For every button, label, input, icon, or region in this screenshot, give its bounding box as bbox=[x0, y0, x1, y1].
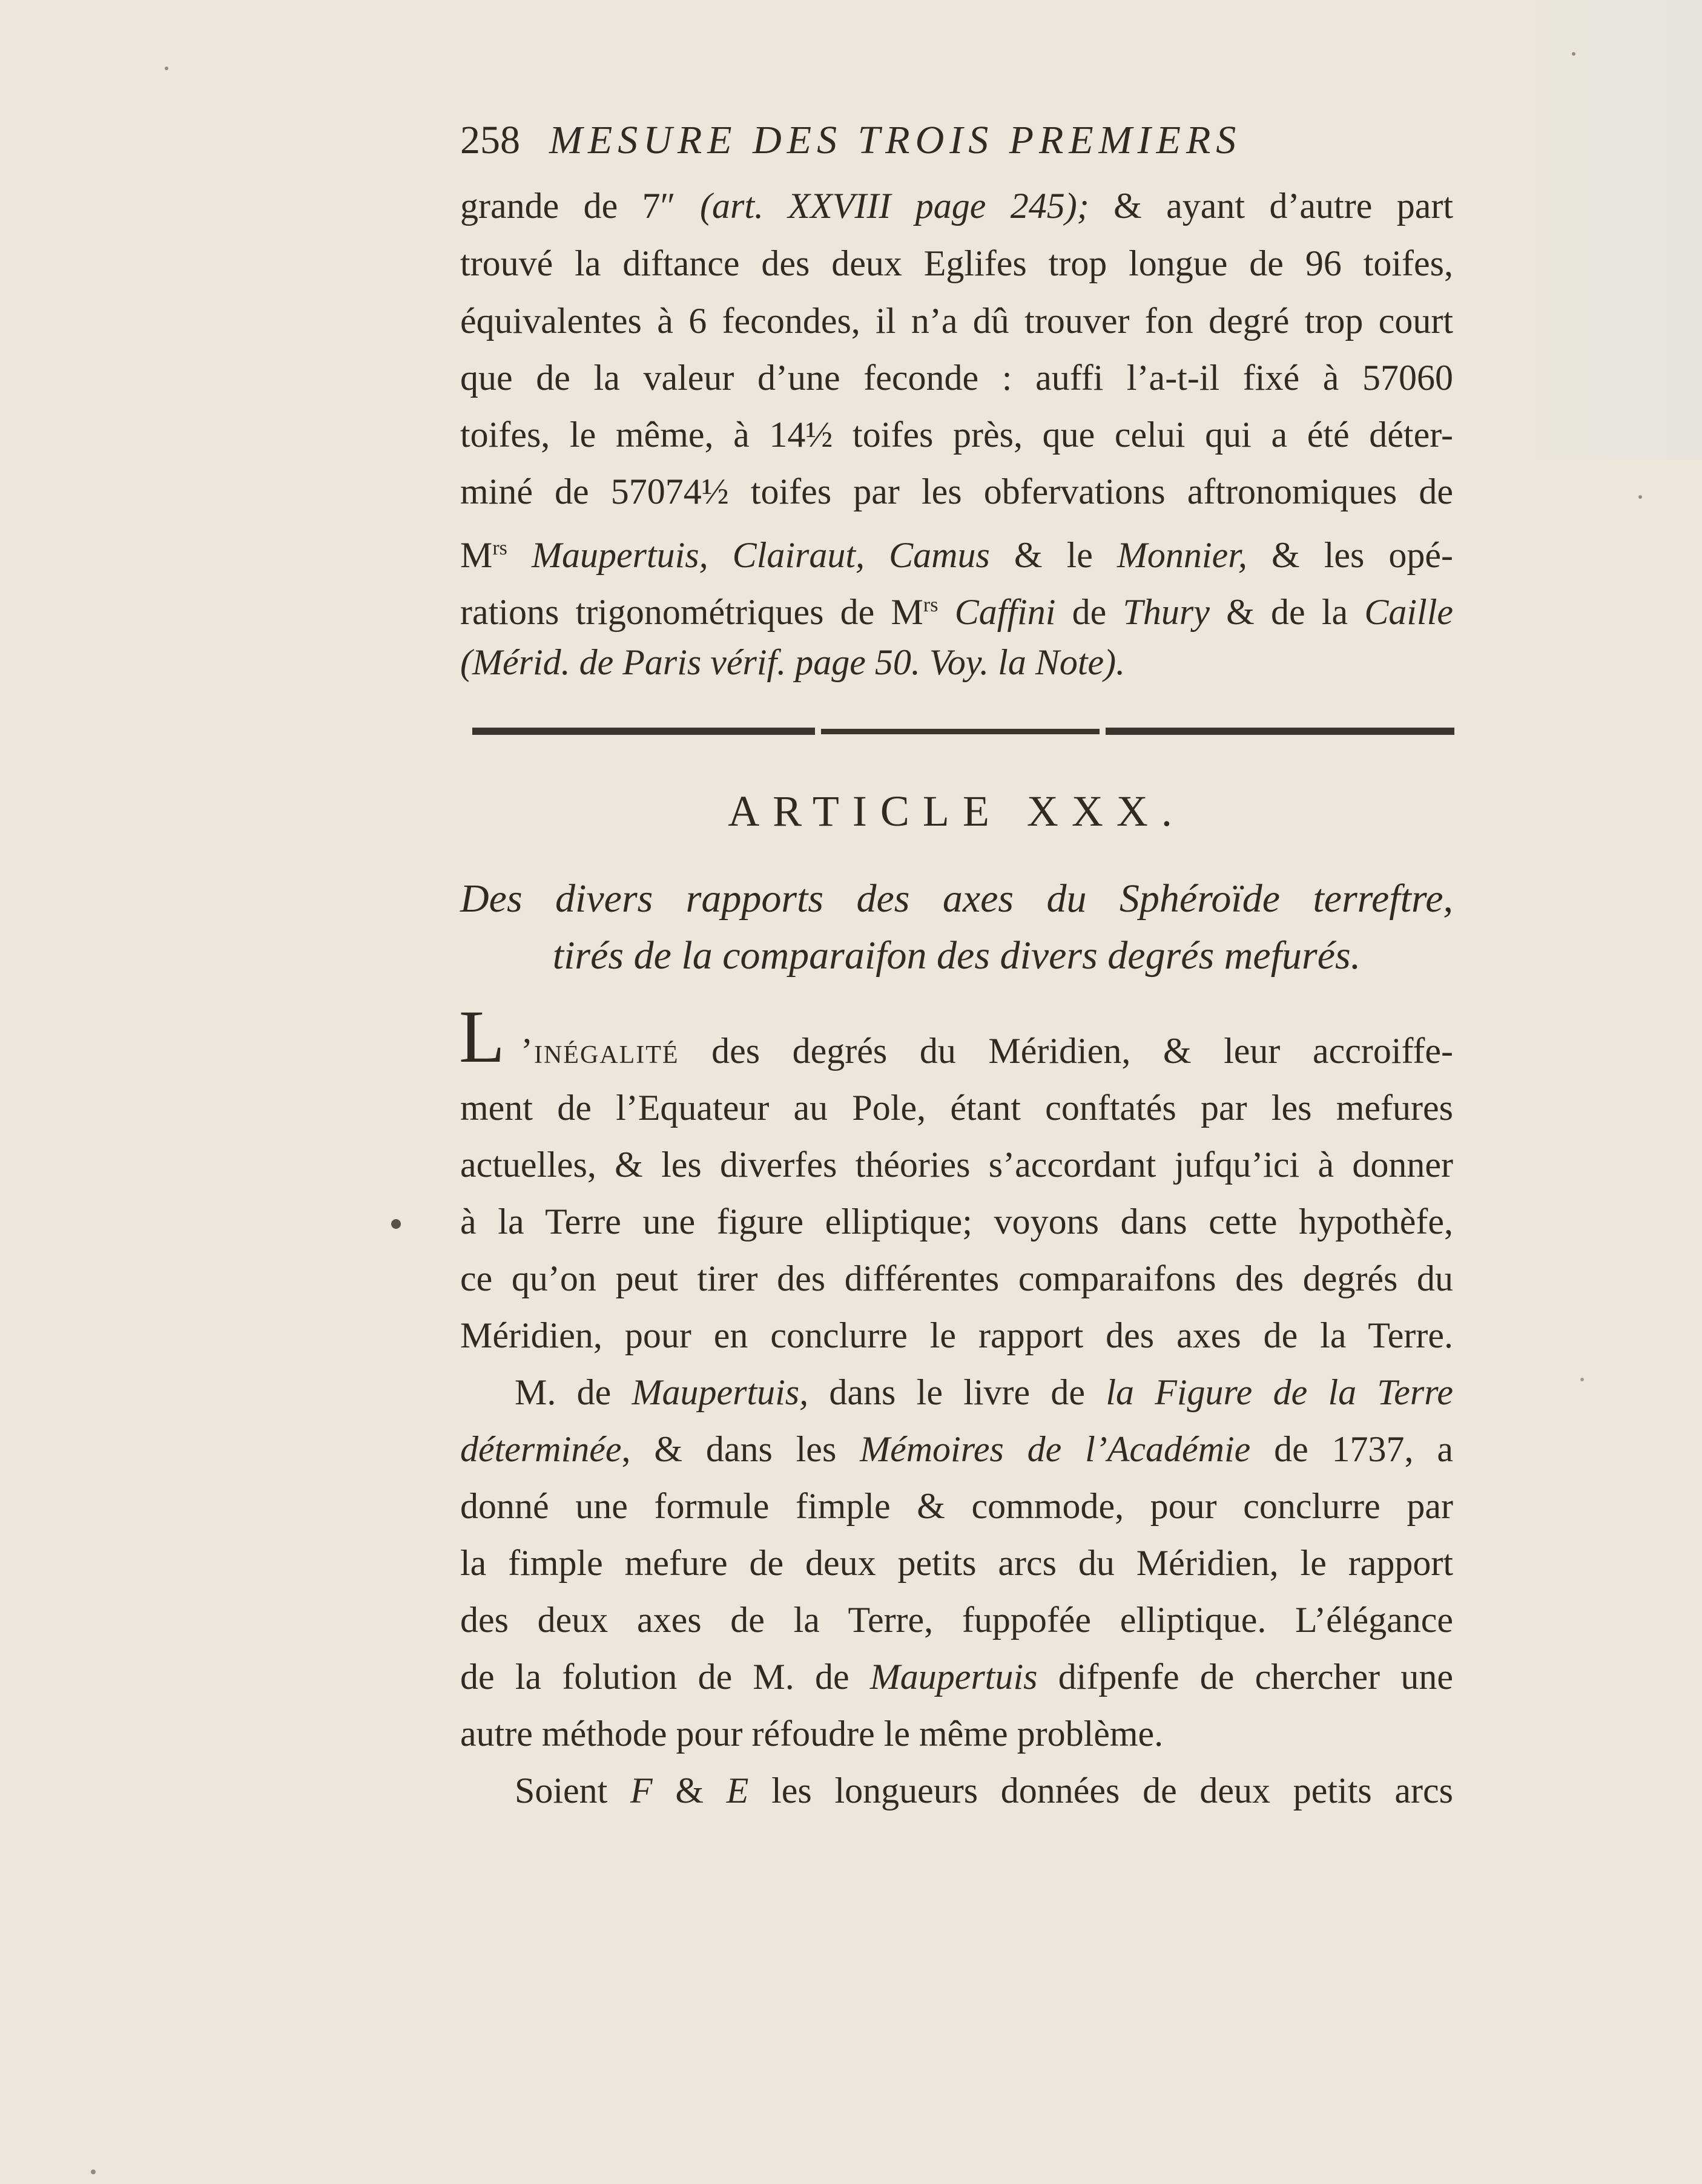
text-line: de la folution de M. de Maupertuis difpenfe de chercher une bbox=[460, 1657, 1453, 1697]
text-line: miné de 57074½ toifes par les obfervations aftronomiques de bbox=[460, 472, 1453, 511]
text-line: toifes, le même, à 14½ toifes près, que celui qui a été déter- bbox=[460, 415, 1453, 455]
article-subtitle: Des divers rapports des axes du Sphéroïde terreftre, bbox=[460, 877, 1453, 921]
text-line: équivalentes à 6 fecondes, il n’a dû trouver fon degré trop court bbox=[460, 301, 1453, 341]
article-heading: ARTICLE XXX. bbox=[728, 787, 1186, 835]
page-edge-shadow bbox=[1520, 0, 1702, 460]
paper-spot bbox=[91, 2169, 96, 2174]
text-line: la fimple mefure de deux petits arcs du Méridien, le rapport bbox=[460, 1543, 1453, 1583]
paper-spot bbox=[165, 67, 168, 70]
text-line: $M^{rs}$ Maupertuis, Clairaut, Camus & le Monnier, & les opé- bbox=[460, 535, 1453, 575]
drop-cap: L bbox=[459, 995, 505, 1078]
section-divider-rule bbox=[472, 728, 1454, 735]
text-line: (Mérid. de Paris vérif. page 50. Voy. la Note). bbox=[460, 642, 1126, 682]
text-line: déterminée, & dans les Mémoires de l’Académie de 1737, a bbox=[460, 1429, 1453, 1469]
text-line: Soient F & E les longueurs données de deux petits arcs bbox=[515, 1771, 1454, 1811]
text-line: donné une formule fimple & commode, pour conclurre par bbox=[460, 1486, 1453, 1526]
text-line: que de la valeur d’une feconde : auffi l’a-t-il fixé à 57060 bbox=[460, 358, 1453, 398]
paper-spot bbox=[391, 1219, 401, 1229]
text-line: autre méthode pour réfoudre le même problème. bbox=[460, 1714, 1164, 1754]
text-line: Méridien, pour en conclurre le rapport des axes de la Terre. bbox=[460, 1315, 1453, 1355]
page-number: 258 bbox=[460, 118, 520, 162]
text-line: ’inégalité des degrés du Méridien, & leur accroiffe- bbox=[521, 1031, 1453, 1071]
text-line: rations trigonométriques de $M^{rs}$ Caffini de Thury & de la Caille bbox=[460, 592, 1454, 632]
text-line: ment de l’Equateur au Pole, étant conftatés par les mefures bbox=[460, 1088, 1453, 1128]
text-line: trouvé la diftance des deux Eglifes trop longue de 96 toifes, bbox=[460, 243, 1453, 283]
text-line: des deux axes de la Terre, fuppofée elliptique. L’élégance bbox=[460, 1600, 1453, 1640]
text-line: actuelles, & les diverfes théories s’accordant jufqu’ici à donner bbox=[460, 1145, 1453, 1185]
paper-spot bbox=[1638, 495, 1642, 499]
text-line: à la Terre une figure elliptique; voyons dans cette hypothèfe, bbox=[460, 1202, 1453, 1242]
paper-spot bbox=[1572, 52, 1575, 56]
text-line: ce qu’on peut tirer des différentes comparaifons des degrés du bbox=[460, 1258, 1453, 1298]
paper-spot bbox=[1580, 1378, 1584, 1381]
text-line: grande de 7″ (art. XXVIII page 245); & ayant d’autre part bbox=[460, 186, 1454, 226]
article-subtitle: tirés de la comparaifon des divers degrés mefurés. bbox=[552, 933, 1361, 978]
text-line: M. de Maupertuis, dans le livre de la Figure de la Terre bbox=[515, 1372, 1453, 1412]
running-head bbox=[460, 116, 1453, 165]
running-title: MESURE DES TROIS PREMIERS bbox=[549, 118, 1242, 162]
